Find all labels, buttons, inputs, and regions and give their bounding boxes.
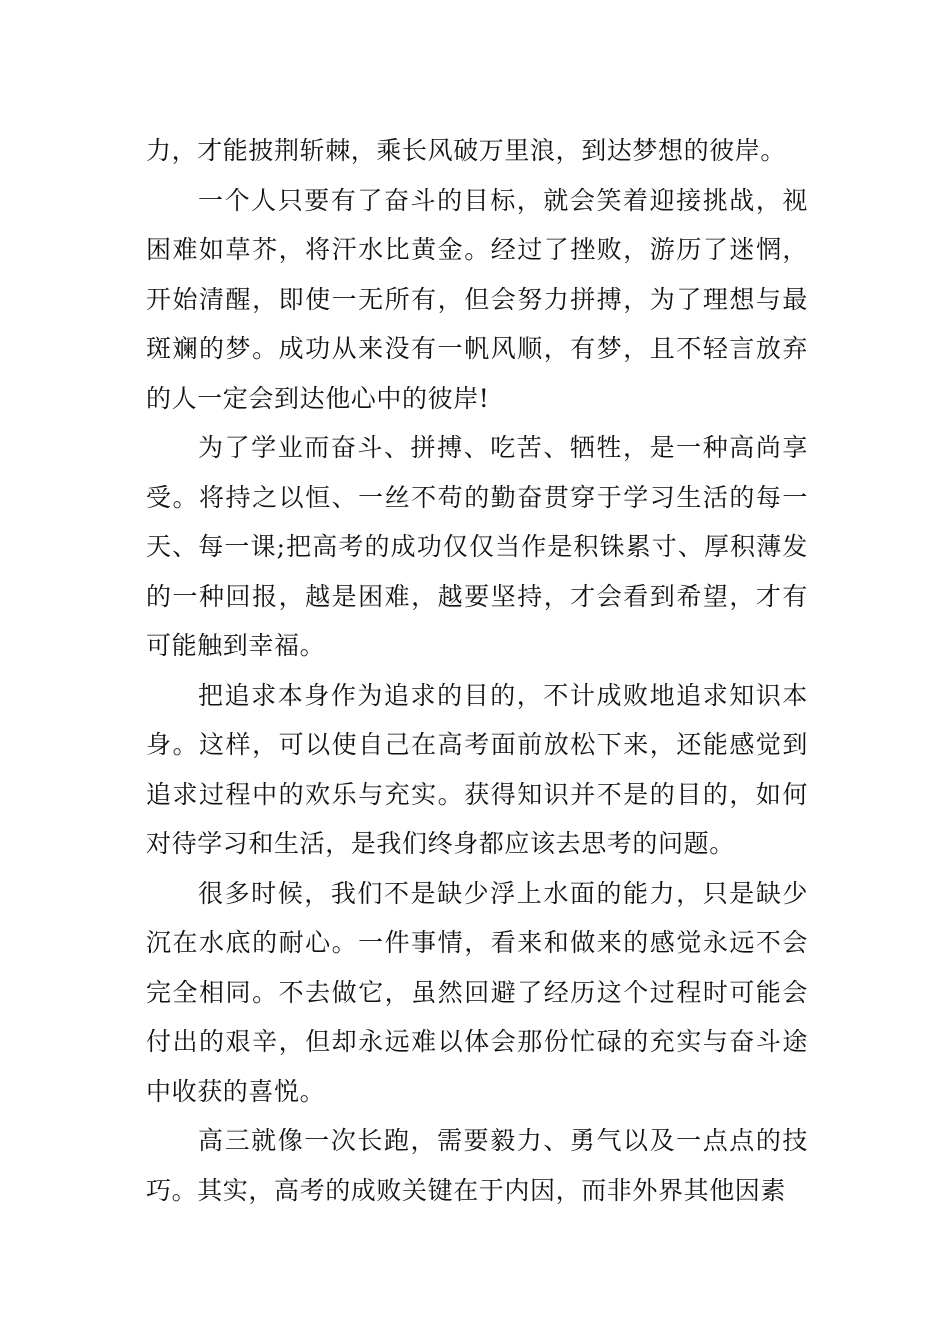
document-body [146,126,808,1215]
paragraph-3: 为了学业而奋斗、拼搏、吃苦、牺牲，是一种高尚享受。将持之以恒、一丝不苟的勤奋贯穿于学习生活的每一天、每一课;把高考的成功仅仅当作是积铢累寸、厚积薄发的一种回报，越是困难，越要坚持，才会看到希望，才有可能触到幸福。 [146,433,808,660]
paragraph-2: 一个人只要有了奋斗的目标，就会笑着迎接挑战，视困难如草芥，将汗水比黄金。经过了挫败，游历了迷惘，开始清醒，即使一无所有，但会努力拼搏，为了理想与最斑斓的梦。成功从来没有一帆风顺，有梦，且不轻言放弃的人一定会到达他心中的彼岸! [146,185,808,413]
paragraph-4: 把追求本身作为追求的目的，不计成败地追求知识本身。这样，可以使自己在高考面前放松下来，还能感觉到追求过程中的欢乐与充实。获得知识并不是的目的，如何对待学习和生活，是我们终身都应该去思考的问题。 [146,680,808,858]
paragraph-6: 高三就像一次长跑，需要毅力、勇气以及一点点的技巧。其实，高考的成败关键在于内因，而非外界其他因素 [146,1126,808,1205]
paragraph-1: 力，才能披荆斩棘，乘长风破万里浪，到达梦想的彼岸。 [146,136,787,165]
paragraph-5: 很多时候，我们不是缺少浮上水面的能力，只是缺少沉在水底的耐心。一件事情，看来和做来的感觉永远不会完全相同。不去做它，虽然回避了经历这个过程时可能会付出的艰辛，但却永远难以体会那份忙碌的充实与奋斗途中收获的喜悦。 [146,878,808,1106]
